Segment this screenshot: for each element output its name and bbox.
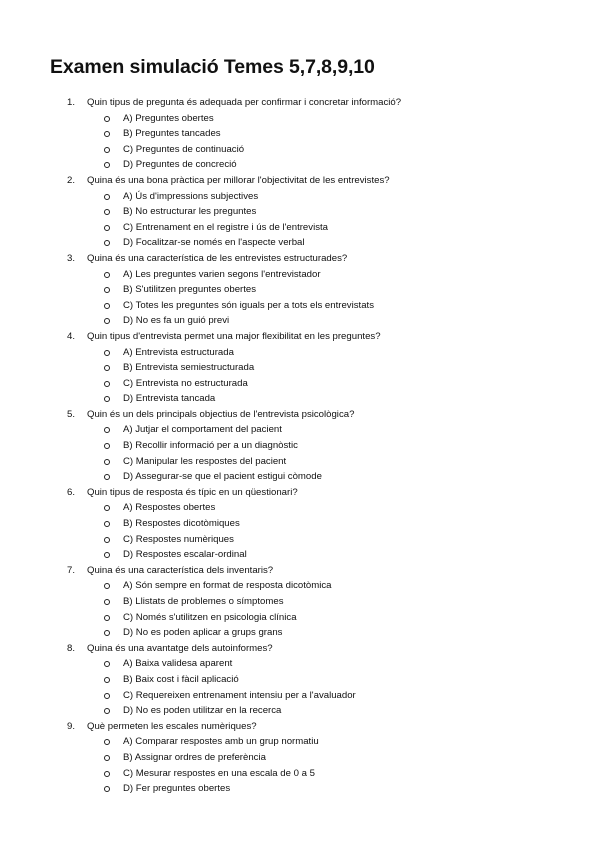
option-item xyxy=(0,594,600,610)
option-text: B) Preguntes tancades xyxy=(123,128,221,140)
question-line xyxy=(0,563,600,579)
option-text: B) Assignar ordres de preferència xyxy=(123,751,266,763)
option-text: C) Preguntes de continuació xyxy=(123,143,245,155)
question-number: 4. xyxy=(67,330,76,342)
option-item xyxy=(0,734,600,750)
question-text: Quina és una bona pràctica per millorar l'objectivitat de les entrevistes? xyxy=(87,174,390,186)
option-item xyxy=(0,547,600,563)
option-item xyxy=(0,282,600,298)
option-text: D) Entrevista tancada xyxy=(123,393,216,405)
option-item xyxy=(0,360,600,376)
option-item xyxy=(0,610,600,626)
circle-bullet-icon xyxy=(104,459,110,465)
option-item xyxy=(0,204,600,220)
circle-bullet-icon xyxy=(104,272,110,278)
option-text: D) No es fa un guió previ xyxy=(123,315,230,327)
option-item xyxy=(0,142,600,158)
option-item xyxy=(0,438,600,454)
circle-bullet-icon xyxy=(104,693,110,699)
option-item xyxy=(0,298,600,314)
circle-bullet-icon xyxy=(104,661,110,667)
option-text: B) Baix cost i fàcil aplicació xyxy=(123,673,239,685)
option-text: A) Baixa validesa aparent xyxy=(123,658,233,670)
circle-bullet-icon xyxy=(104,583,110,589)
circle-bullet-icon xyxy=(104,537,110,543)
option-text: A) Preguntes obertes xyxy=(123,112,214,124)
question-number: 3. xyxy=(67,252,76,264)
circle-bullet-icon xyxy=(104,194,110,200)
option-item xyxy=(0,532,600,548)
option-text: A) Les preguntes varien segons l'entrevistador xyxy=(123,268,321,280)
circle-bullet-icon xyxy=(104,599,110,605)
option-item xyxy=(0,469,600,485)
circle-bullet-icon xyxy=(104,396,110,402)
question-line xyxy=(0,407,600,423)
option-text: D) Preguntes de concreció xyxy=(123,159,237,171)
option-text: C) Mesurar respostes en una escala de 0 a 5 xyxy=(123,767,315,779)
circle-bullet-icon xyxy=(104,630,110,636)
circle-bullet-icon xyxy=(104,365,110,371)
circle-bullet-icon xyxy=(104,771,110,777)
question-line xyxy=(0,329,600,345)
option-text: B) Recollir informació per a un diagnòstic xyxy=(123,440,298,452)
question-number: 2. xyxy=(67,174,76,186)
option-item xyxy=(0,516,600,532)
option-text: C) Respostes numèriques xyxy=(123,533,234,545)
option-text: C) Manipular les respostes del pacient xyxy=(123,455,287,467)
option-text: B) S'utilitzen preguntes obertes xyxy=(123,284,257,296)
option-text: B) Respostes dicotòmiques xyxy=(123,518,240,530)
circle-bullet-icon xyxy=(104,443,110,449)
option-text: A) Comparar respostes amb un grup normatiu xyxy=(123,736,319,748)
circle-bullet-icon xyxy=(104,209,110,215)
option-item xyxy=(0,391,600,407)
circle-bullet-icon xyxy=(104,240,110,246)
option-item xyxy=(0,220,600,236)
circle-bullet-icon xyxy=(104,708,110,714)
circle-bullet-icon xyxy=(104,147,110,153)
question-line xyxy=(0,719,600,735)
option-item xyxy=(0,126,600,142)
circle-bullet-icon xyxy=(104,131,110,137)
option-text: A) Són sempre en format de resposta dicotòmica xyxy=(123,580,332,592)
question-number: 8. xyxy=(67,642,76,654)
option-item xyxy=(0,267,600,283)
question-text: Quin tipus de pregunta és adequada per confirmar i concretar informació? xyxy=(87,97,402,108)
option-item xyxy=(0,578,600,594)
question-7 xyxy=(0,563,600,641)
question-text: Què permeten les escales numèriques? xyxy=(87,720,257,732)
option-item xyxy=(0,750,600,766)
circle-bullet-icon xyxy=(104,162,110,168)
option-item xyxy=(0,625,600,641)
question-6 xyxy=(0,485,600,563)
option-item xyxy=(0,656,600,672)
question-text: Quin tipus d'entrevista permet una major flexibilitat en les preguntes? xyxy=(87,330,381,342)
circle-bullet-icon xyxy=(104,552,110,558)
question-2 xyxy=(0,173,600,251)
option-item xyxy=(0,189,600,205)
question-3 xyxy=(0,251,600,329)
circle-bullet-icon xyxy=(104,225,110,231)
option-item xyxy=(0,766,600,782)
circle-bullet-icon xyxy=(104,474,110,480)
question-text: Quina és una avantatge dels autoinformes? xyxy=(87,642,273,654)
question-1 xyxy=(0,95,600,173)
option-text: D) Focalitzar-se només en l'aspecte verbal xyxy=(123,237,305,249)
question-number: 6. xyxy=(67,486,76,498)
question-line xyxy=(0,173,600,189)
option-text: A) Ús d'impressions subjectives xyxy=(123,190,259,202)
option-text: A) Jutjar el comportament del pacient xyxy=(123,424,282,436)
option-item xyxy=(0,345,600,361)
option-text: C) Entrevista no estructurada xyxy=(123,377,248,389)
option-item xyxy=(0,500,600,516)
circle-bullet-icon xyxy=(104,381,110,387)
question-text: Quin és un dels principals objectius de l'entrevista psicològica? xyxy=(87,408,355,420)
question-8 xyxy=(0,641,600,719)
circle-bullet-icon xyxy=(104,677,110,683)
option-item xyxy=(0,376,600,392)
question-line xyxy=(0,641,600,657)
question-number: 9. xyxy=(67,720,76,732)
question-line xyxy=(0,485,600,501)
circle-bullet-icon xyxy=(104,350,110,356)
option-text: C) Requereixen entrenament intensiu per a l'avaluador xyxy=(123,689,356,701)
question-list xyxy=(0,95,600,797)
circle-bullet-icon xyxy=(104,505,110,511)
circle-bullet-icon xyxy=(104,303,110,309)
option-text: B) Llistats de problemes o símptomes xyxy=(123,596,284,607)
option-text: C) Totes les preguntes són iguals per a tots els entrevistats xyxy=(123,299,374,311)
circle-bullet-icon xyxy=(104,318,110,324)
document-title: Examen simulació Temes 5,7,8,9,10 xyxy=(50,56,375,78)
circle-bullet-icon xyxy=(104,521,110,527)
option-text: B) No estructurar les preguntes xyxy=(123,206,257,218)
question-number: 1. xyxy=(67,97,76,108)
question-number: 5. xyxy=(67,408,76,420)
option-text: D) No es poden aplicar a grups grans xyxy=(123,627,283,639)
option-text: C) Només s'utilitzen en psicologia clínica xyxy=(123,611,297,623)
question-5 xyxy=(0,407,600,485)
circle-bullet-icon xyxy=(104,755,110,761)
circle-bullet-icon xyxy=(104,427,110,433)
option-text: B) Entrevista semiestructurada xyxy=(123,362,255,374)
option-text: D) No es poden utilitzar en la recerca xyxy=(123,705,282,717)
circle-bullet-icon xyxy=(104,615,110,621)
circle-bullet-icon xyxy=(104,287,110,293)
option-item xyxy=(0,157,600,173)
option-item xyxy=(0,672,600,688)
question-text: Quin tipus de resposta és típic en un qüestionari? xyxy=(87,486,298,498)
circle-bullet-icon xyxy=(104,786,110,792)
option-item xyxy=(0,111,600,127)
option-item xyxy=(0,703,600,719)
option-text: D) Respostes escalar-ordinal xyxy=(123,549,247,561)
question-text: Quina és una característica de les entrevistes estructurades? xyxy=(87,252,348,264)
question-9 xyxy=(0,719,600,797)
option-item xyxy=(0,422,600,438)
option-text: D) Fer preguntes obertes xyxy=(123,783,231,795)
question-line xyxy=(0,251,600,267)
option-text: A) Entrevista estructurada xyxy=(123,346,234,358)
option-item xyxy=(0,454,600,470)
option-text: D) Assegurar-se que el pacient estigui còmode xyxy=(123,471,322,483)
circle-bullet-icon xyxy=(104,116,110,122)
option-text: C) Entrenament en el registre i ús de l'entrevista xyxy=(123,221,328,233)
circle-bullet-icon xyxy=(104,739,110,745)
option-item xyxy=(0,235,600,251)
question-text: Quina és una característica dels inventaris? xyxy=(87,564,274,576)
option-text: A) Respostes obertes xyxy=(123,502,216,514)
question-4 xyxy=(0,329,600,407)
option-item xyxy=(0,781,600,797)
option-item xyxy=(0,688,600,704)
question-line xyxy=(0,95,600,111)
question-number: 7. xyxy=(67,564,76,576)
option-item xyxy=(0,313,600,329)
